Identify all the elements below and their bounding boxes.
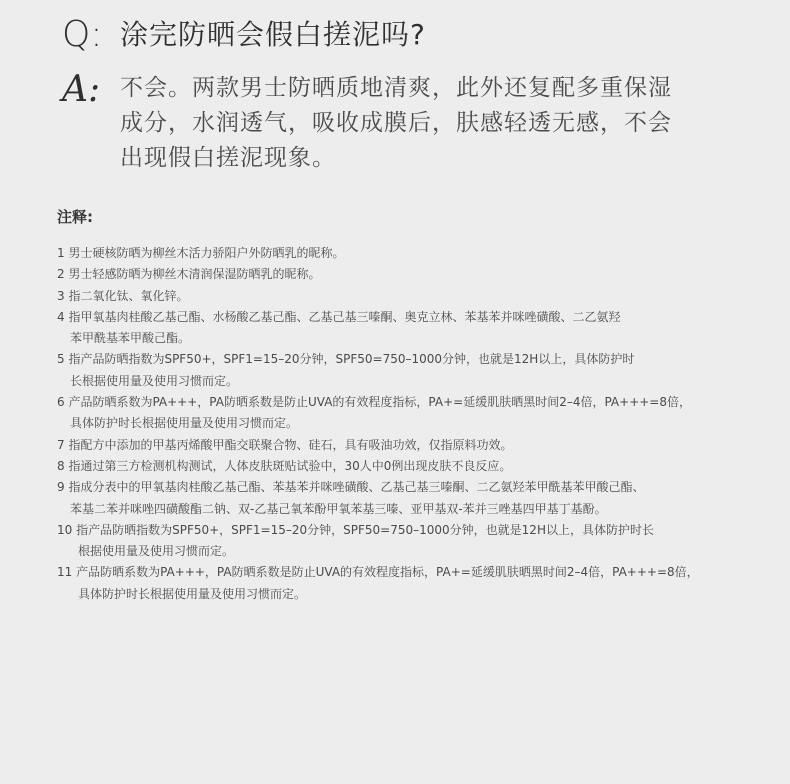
note-line: 9 指成分表中的甲氧基肉桂酸乙基己酯、苯基苯并咪唑磺酸、乙基己基三嗪酮、二乙氨羟苯甲酰基苯甲酸己酯、 [57, 480, 645, 495]
answer-line: 不会。两款男士防晒质地清爽，此外还复配多重保湿 [120, 75, 672, 101]
notes-title: 注释: [57, 208, 93, 226]
note-item [57, 349, 777, 392]
note-item [57, 243, 777, 264]
note-item [57, 392, 777, 435]
answer-text [120, 71, 672, 176]
note-line: 具体防护时长根据使用量及使用习惯而定。 [70, 416, 299, 431]
notes-section [57, 206, 777, 605]
note-line: 苯基二苯并咪唑四磺酸酯二钠、双-乙基己氧苯酚甲氧苯基三嗪、亚甲基双-苯并三唑基四甲基丁基酚。 [70, 501, 607, 516]
note-line: 长根据使用量及使用习惯而定。 [70, 373, 239, 388]
note-item [57, 477, 777, 520]
note-line: 1 男士硬核防晒为柳丝木活力骄阳户外防晒乳的昵称。 [57, 246, 345, 260]
note-line: 苯甲酰基苯甲酸己酯。 [70, 331, 191, 346]
note-line: 11 产品防晒系数为PA+++，PA防晒系数是防止UVA的有效程度指标，PA+=延缓肌肤晒黑时间2–4倍，PA+++=8倍， [57, 565, 699, 580]
question-letter: Q: [62, 14, 103, 55]
answer-block [62, 71, 672, 176]
note-line: 7 指配方中添加的甲基丙烯酸甲酯交联聚合物、硅石，具有吸油功效，仅指原料功效。 [57, 437, 513, 452]
note-line: 2 男士轻感防晒为柳丝木清润保湿防晒乳的昵称。 [57, 267, 321, 282]
note-item [57, 286, 777, 307]
note-item [57, 264, 777, 285]
note-item [57, 562, 777, 605]
note-line: 4 指甲氧基肉桂酸乙基己酯、水杨酸乙基己酯、乙基己基三嗪酮、奥克立林、苯基苯并咪唑磺酸、二乙氨羟 [57, 309, 621, 324]
note-line: 6 产品防晒系数为PA+++，PA防晒系数是防止UVA的有效程度指标，PA+=延缓肌肤晒黑时间2–4倍，PA+++=8倍， [57, 395, 691, 410]
note-item [57, 456, 777, 477]
note-item [57, 307, 777, 350]
note-line: 5 指产品防晒指数为SPF50+，SPF1=15–20分钟，SPF50=750–1000分钟，也就是12H以上，具体防护时 [57, 352, 635, 367]
note-line: 具体防护时长根据使用量及使用习惯而定。 [78, 586, 307, 601]
answer-letter: A: [62, 69, 101, 110]
question-text: 涂完防晒会假白搓泥吗? [120, 18, 426, 51]
question-block [62, 16, 426, 54]
note-line: 8 指通过第三方检测机构测试，人体皮肤斑贴试验中，30人中0例出现皮肤不良反应。 [57, 458, 512, 473]
note-line: 3 指二氧化钛、氧化锌。 [57, 288, 189, 303]
note-item [57, 520, 777, 563]
note-item [57, 435, 777, 456]
note-line: 10 指产品防晒指数为SPF50+，SPF1=15–20分钟，SPF50=750–1000分钟，也就是12H以上，具体防护时长 [57, 522, 654, 537]
note-line: 根据使用量及使用习惯而定。 [78, 544, 235, 559]
answer-line: 出现假白搓泥现象。 [120, 145, 336, 171]
answer-line: 成分，水润透气，吸收成膜后，肤感轻透无感，不会 [120, 110, 672, 136]
